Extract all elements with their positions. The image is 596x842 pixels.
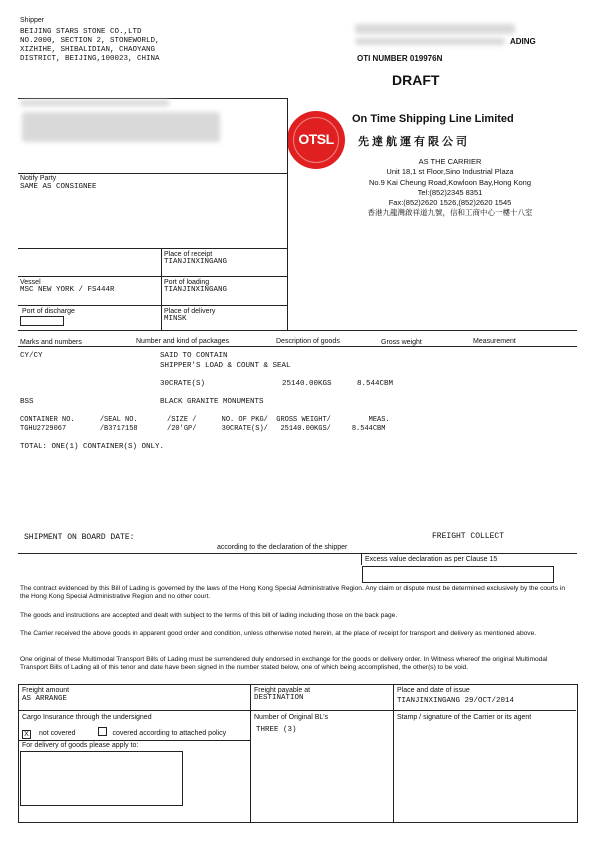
- goods-marks: CY/CY: [20, 352, 43, 360]
- draft-label: DRAFT: [392, 72, 440, 88]
- freight-payable-label: Freight payable at: [254, 687, 311, 694]
- goods-bss: BSS: [20, 398, 34, 406]
- covered-label: covered according to attached policy: [112, 730, 227, 737]
- excess-value-field: [362, 566, 554, 583]
- footer-row-divider-1: [18, 710, 576, 711]
- notify-divider: [18, 173, 287, 174]
- place-of-delivery-value: MINSK: [164, 315, 187, 323]
- place-of-receipt-value: TIANJINXINGANG: [164, 258, 228, 266]
- port-of-loading-label: Port of loading: [164, 279, 210, 286]
- shippers-load: SHIPPER'S LOAD & COUNT & SEAL: [160, 362, 291, 370]
- carrier-address-line-1: Unit 18,1 st Floor,Sino Industrial Plaza: [386, 167, 514, 177]
- port-of-discharge-label: Port of discharge: [22, 308, 75, 315]
- vessel-label: Vessel: [20, 279, 41, 286]
- place-date-issue-label: Place and date of issue: [397, 687, 470, 694]
- goods-top-divider: [18, 330, 577, 331]
- freight-payable-value: DESTINATION: [254, 694, 304, 702]
- bl-title-suffix: ADING: [510, 37, 536, 46]
- shipper-label: Shipper: [20, 17, 45, 24]
- not-covered-checkbox[interactable]: X: [22, 730, 31, 739]
- said-to-contain: SAID TO CONTAIN: [160, 352, 228, 360]
- notify-party-value: SAME AS CONSIGNEE: [20, 183, 97, 191]
- receipt-divider: [18, 248, 287, 249]
- shipper-line-4: DISTRICT, BEIJING,100023, CHINA: [20, 55, 160, 63]
- goods-packages: 30CRATE(S): [160, 380, 206, 388]
- shipper-line-3: XIZHIHE, SHIBALIDIAN, CHAOYANG: [20, 46, 156, 54]
- place-date-issue-value: TIANJINXINGANG 29/OCT/2014: [397, 697, 515, 705]
- goods-measure: 8.544CBM: [357, 380, 394, 388]
- carrier-column-border: [287, 98, 288, 330]
- footer-row-divider-2: [18, 740, 250, 741]
- according-to-declaration: according to the declaration of the shipper: [217, 544, 348, 551]
- carrier-tel: Tel:(852)2345 8351: [417, 187, 483, 197]
- freight-amount-value: AS ARRANGE: [22, 695, 68, 703]
- excess-value-label: Excess value declaration as per Clause 15: [365, 556, 498, 563]
- carrier-address-line-2: No.9 Kai Cheung Road,Kowloon Bay,Hong Kong: [368, 177, 532, 187]
- footer-col-divider-2: [393, 684, 394, 822]
- redacted-bl-title-2: [355, 38, 505, 45]
- container-header: CONTAINER NO. /SEAL NO. /SIZE / NO. OF PKG/ GROSS WEIGHT/ MEAS.: [20, 416, 390, 424]
- oti-number: OTI NUMBER 019976N: [357, 54, 443, 63]
- notify-party-label: Notify Party: [20, 175, 57, 182]
- shipper-address: [20, 28, 160, 64]
- place-of-delivery-label: Place of delivery: [164, 308, 216, 315]
- as-the-carrier: AS THE CARRIER: [418, 157, 482, 166]
- original-bls-value: THREE (3): [256, 726, 297, 734]
- cargo-insurance-label: Cargo Insurance through the undersigned: [22, 714, 152, 721]
- col-marks-numbers: Marks and numbers: [20, 339, 82, 346]
- col-description: Description of goods: [276, 338, 340, 345]
- not-covered-label: not covered: [38, 730, 76, 737]
- port-of-loading-value: TIANJINXINGANG: [164, 286, 228, 294]
- col-measurement: Measurement: [473, 338, 516, 345]
- discharge-divider: [18, 305, 287, 306]
- redacted-bl-title: [355, 24, 515, 34]
- shipper-line-2: NO.2000, SECTION 2, STONEWORLD,: [20, 37, 160, 45]
- vessel-value: MSC NEW YORK / FS444R: [20, 286, 115, 294]
- carrier-chinese-name: 先達航運有限公司: [358, 136, 470, 148]
- redacted-consignee: [22, 112, 220, 142]
- delivery-apply-label: For delivery of goods please apply to:: [22, 742, 139, 749]
- otsl-logo: [287, 111, 345, 169]
- col-gross-weight: Gross weight: [381, 339, 422, 346]
- shipment-on-board-date: SHIPMENT ON BOARD DATE:: [24, 533, 135, 542]
- freight-collect: FREIGHT COLLECT: [432, 532, 505, 541]
- goods-description: BLACK GRANITE MONUMENTS: [160, 398, 264, 406]
- terms-governing-law: The contract evidenced by this Bill of Lading is governed by the laws of the Hong Kong Special Administrative Region. Any claim or dispute must be determined exclusively by the courts in the Hong Kong Special Administrative Region and no other court.: [20, 585, 566, 601]
- carrier-address: [350, 157, 550, 219]
- carrier-fax: Fax:(852)2620 1526,(852)2620 1545: [388, 198, 512, 208]
- routing-vertical-divider: [161, 248, 162, 330]
- logo-text: OTSL: [298, 131, 334, 147]
- insurance-options: [22, 727, 226, 739]
- stamp-signature-label: Stamp / signature of the Carrier or its agent: [397, 714, 532, 721]
- container-row: TGHU2729067 /B3717158 /20'GP/ 30CRATE(S)/ 25140.00KGS/ 8.544CBM: [20, 425, 386, 433]
- freight-amount-label: Freight amount: [22, 687, 70, 694]
- delivery-agent-field: [20, 751, 183, 806]
- col-packages: Number and kind of packages: [136, 338, 229, 345]
- shipper-divider: [18, 98, 287, 99]
- carrier-chinese-address: 香港九龍灣啟祥道九號，信和工商中心一樓十八室: [367, 208, 533, 218]
- redacted-consignee-label: [20, 100, 170, 106]
- goods-bottom-divider: [18, 553, 577, 554]
- goods-weight: 25140.00KGS: [282, 380, 332, 388]
- terms-witness: One original of these Multimodal Transport Bills of Lading must be surrendered duly endorsed in exchange for the goods or delivery order. In Witness whereof the original Multimodal Transport Bills of Lading all of this tenor and date have been signed in the number stated below, one of which being accomplished, the other(s) to be void.: [20, 656, 548, 672]
- footer-col-divider-1: [250, 684, 251, 822]
- covered-checkbox[interactable]: [98, 727, 107, 736]
- place-of-receipt-label: Place of receipt: [164, 251, 213, 258]
- terms-receipt: The Carrier received the above goods in apparent good order and condition, unless otherwise noted herein, at the place of receipt for transport and delivery as mentioned above.: [20, 630, 537, 637]
- terms-acceptance: The goods and instructions are accepted and dealt with subject to the terms of this bill of lading including those on the back page.: [20, 612, 398, 619]
- original-bls-label: Number of Original BL's: [254, 714, 329, 721]
- container-total: TOTAL: ONE(1) CONTAINER(S) ONLY.: [20, 443, 165, 451]
- port-of-discharge-field: [20, 316, 64, 326]
- goods-header-divider: [18, 346, 577, 347]
- carrier-name: On Time Shipping Line Limited: [352, 113, 514, 125]
- shipper-line-1: BEIJING STARS STONE CO.,LTD: [20, 28, 142, 36]
- excess-value-divider: [361, 553, 362, 565]
- vessel-divider: [18, 276, 287, 277]
